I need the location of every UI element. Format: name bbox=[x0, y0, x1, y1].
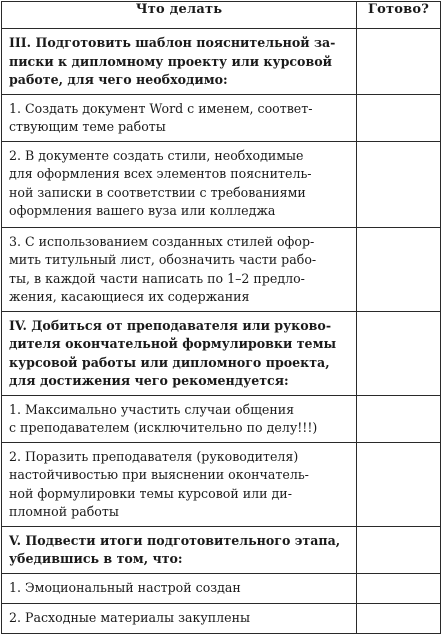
task-line: убедившись в том, что: bbox=[9, 551, 183, 566]
section-row-v bbox=[2, 526, 441, 573]
item-row bbox=[2, 442, 441, 526]
task-line: 1. Максимально участить случаи общения bbox=[9, 401, 295, 417]
section-row-iv bbox=[2, 311, 441, 395]
task-cell bbox=[2, 526, 357, 573]
task-text bbox=[2, 527, 356, 573]
done-cell[interactable] bbox=[357, 526, 441, 573]
done-cell[interactable] bbox=[357, 141, 441, 227]
task-cell bbox=[2, 227, 357, 311]
task-line: жения, касающиеся их содержания bbox=[9, 289, 250, 304]
task-line: 3. С использованием созданных стилей офор- bbox=[9, 233, 315, 249]
task-line: оформления вашего вуза или колледжа bbox=[9, 203, 276, 218]
header-row bbox=[2, 2, 441, 29]
task-line: мить титульный лист, обозначить части рабо- bbox=[9, 252, 317, 267]
item-row bbox=[2, 227, 441, 311]
task-text bbox=[2, 142, 356, 225]
done-cell[interactable] bbox=[357, 227, 441, 311]
task-line: IV. Добиться от преподавателя или руково- bbox=[9, 317, 332, 333]
done-cell[interactable] bbox=[357, 442, 441, 526]
item-row bbox=[2, 395, 441, 442]
task-line: 2. Расходные материалы закуплены bbox=[9, 609, 251, 625]
task-cell bbox=[2, 94, 357, 141]
item-row bbox=[2, 603, 441, 633]
task-cell bbox=[2, 29, 357, 95]
task-cell bbox=[2, 311, 357, 395]
done-cell[interactable] bbox=[357, 603, 441, 633]
task-line: 1. Создать документ Word с именем, соответ- bbox=[9, 100, 313, 116]
task-line: дителя окончательной формулировки темы bbox=[9, 336, 337, 351]
task-line: с преподавателем (исключительно по делу!!!) bbox=[9, 420, 318, 435]
task-line: для оформления всех элементов пояснитель- bbox=[9, 166, 312, 181]
task-text bbox=[2, 29, 356, 94]
task-line: 2. Поразить преподавателя (руководителя) bbox=[9, 448, 299, 464]
done-cell[interactable] bbox=[357, 573, 441, 603]
task-line: для достижения чего рекомендуется: bbox=[9, 373, 289, 388]
header-task: Что делать bbox=[2, 2, 357, 29]
header-done: Готово? bbox=[357, 2, 441, 29]
task-line: 1. Эмоциональный настрой создан bbox=[9, 579, 241, 595]
task-line: ствующим теме работы bbox=[9, 119, 166, 134]
task-line: ты, в каждой части написать по 1–2 предло- bbox=[9, 270, 305, 286]
task-text bbox=[2, 443, 356, 526]
done-cell[interactable] bbox=[357, 94, 441, 141]
done-cell[interactable] bbox=[357, 311, 441, 395]
task-text bbox=[2, 574, 356, 602]
section-row-iii bbox=[2, 29, 441, 95]
item-row bbox=[2, 94, 441, 141]
task-text bbox=[2, 396, 356, 442]
task-text bbox=[2, 228, 356, 311]
done-cell[interactable] bbox=[357, 395, 441, 442]
task-line: пломной работы bbox=[9, 504, 119, 519]
task-line: работе, для чего необходимо: bbox=[9, 72, 228, 87]
task-cell bbox=[2, 442, 357, 526]
task-line: ной записки в соответствии с требованиями bbox=[9, 184, 306, 200]
task-line: настойчивостью при выяснении окончатель- bbox=[9, 467, 309, 482]
done-cell[interactable] bbox=[357, 29, 441, 95]
task-line: писки к дипломному проекту или курсовой bbox=[9, 53, 332, 69]
task-line: 2. В документе создать стили, необходимые bbox=[9, 147, 304, 163]
task-line: ной формулировки темы курсовой или ди- bbox=[9, 485, 292, 501]
task-text bbox=[2, 312, 356, 395]
task-text bbox=[2, 95, 356, 141]
item-row bbox=[2, 141, 441, 227]
task-text bbox=[2, 604, 356, 632]
item-row bbox=[2, 573, 441, 603]
task-line: курсовой работы или дипломного проекта, bbox=[9, 354, 330, 370]
task-line: III. Подготовить шаблон пояснительной за- bbox=[9, 35, 336, 50]
task-cell bbox=[2, 603, 357, 633]
task-cell bbox=[2, 141, 357, 227]
task-line: V. Подвести итоги подготовительного этапа, bbox=[9, 532, 341, 548]
task-cell bbox=[2, 573, 357, 603]
task-cell bbox=[2, 395, 357, 442]
checklist-table bbox=[1, 1, 441, 634]
